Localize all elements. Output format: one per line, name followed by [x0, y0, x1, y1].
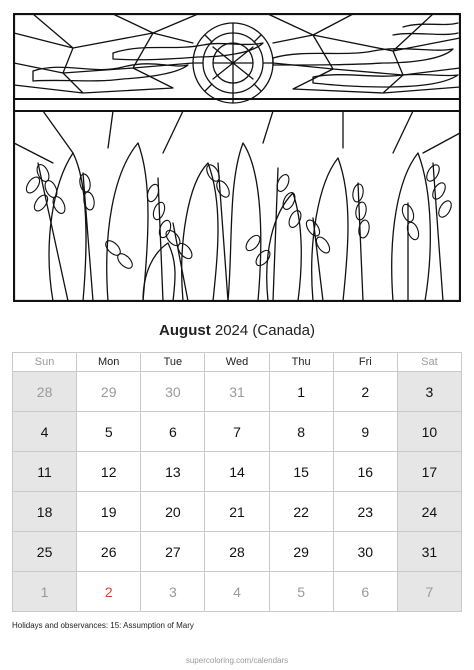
week-row — [13, 492, 462, 532]
week-row — [13, 372, 462, 412]
week-row — [13, 572, 462, 612]
day-cell: 2 — [77, 572, 141, 612]
weekday-header: Sun — [13, 353, 77, 372]
weekday-header: Sat — [397, 353, 461, 372]
day-cell: 8 — [269, 412, 333, 452]
calendar-body — [13, 372, 462, 612]
day-cell: 1 — [269, 372, 333, 412]
day-cell: 19 — [77, 492, 141, 532]
day-cell: 3 — [397, 372, 461, 412]
day-cell: 31 — [205, 372, 269, 412]
day-cell: 1 — [13, 572, 77, 612]
title-year: 2024 — [214, 322, 249, 339]
week-row — [13, 412, 462, 452]
day-cell: 28 — [13, 372, 77, 412]
sun-icon — [193, 23, 273, 103]
day-cell: 25 — [13, 532, 77, 572]
day-cell: 2 — [333, 372, 397, 412]
day-cell: 7 — [205, 412, 269, 452]
weekday-header: Mon — [77, 353, 141, 372]
calendar-grid — [12, 352, 462, 612]
day-cell: 31 — [397, 532, 461, 572]
day-cell: 29 — [77, 372, 141, 412]
title-region: (Canada) — [252, 322, 315, 339]
weekday-header: Thu — [269, 353, 333, 372]
weekday-header: Wed — [205, 353, 269, 372]
day-cell: 5 — [77, 412, 141, 452]
day-cell: 21 — [205, 492, 269, 532]
day-cell: 30 — [333, 532, 397, 572]
day-cell: 7 — [397, 572, 461, 612]
holiday-notes: Holidays and observances: 15: Assumption of Mary — [12, 621, 194, 630]
day-cell: 14 — [205, 452, 269, 492]
day-cell: 12 — [77, 452, 141, 492]
day-cell: 27 — [141, 532, 205, 572]
calendar-title — [0, 322, 474, 339]
day-cell: 5 — [269, 572, 333, 612]
day-cell: 11 — [13, 452, 77, 492]
weekday-header-row — [13, 353, 462, 372]
week-row — [13, 532, 462, 572]
day-cell: 13 — [141, 452, 205, 492]
day-cell: 26 — [77, 532, 141, 572]
coloring-illustration — [13, 13, 461, 302]
day-cell: 24 — [397, 492, 461, 532]
day-cell: 18 — [13, 492, 77, 532]
day-cell: 9 — [333, 412, 397, 452]
day-cell: 10 — [397, 412, 461, 452]
day-cell: 30 — [141, 372, 205, 412]
day-cell: 22 — [269, 492, 333, 532]
day-cell: 28 — [205, 532, 269, 572]
day-cell: 6 — [141, 412, 205, 452]
footer-link[interactable]: supercoloring.com/calendars — [185, 656, 289, 665]
day-cell: 15 — [269, 452, 333, 492]
day-cell: 3 — [141, 572, 205, 612]
day-cell: 20 — [141, 492, 205, 532]
day-cell: 4 — [13, 412, 77, 452]
day-cell: 4 — [205, 572, 269, 612]
day-cell: 23 — [333, 492, 397, 532]
day-cell: 29 — [269, 532, 333, 572]
weekday-header: Tue — [141, 353, 205, 372]
day-cell: 17 — [397, 452, 461, 492]
day-cell: 16 — [333, 452, 397, 492]
week-row — [13, 452, 462, 492]
day-cell: 6 — [333, 572, 397, 612]
weekday-header: Fri — [333, 353, 397, 372]
title-month: August — [159, 322, 211, 339]
